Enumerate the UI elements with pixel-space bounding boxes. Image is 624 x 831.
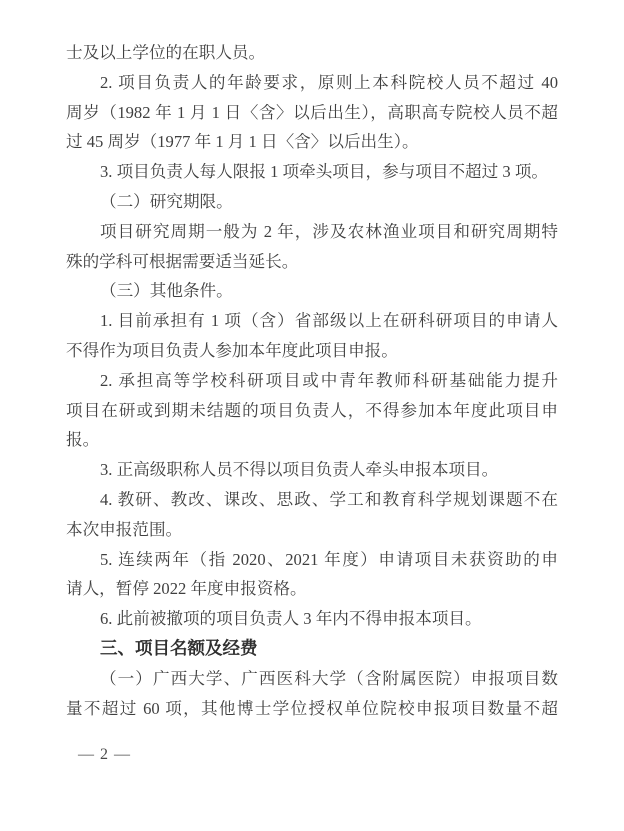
text-line: 项目研究周期一般为 2 年，涉及农林渔业项目和研究周期特: [100, 221, 558, 241]
text-line: 量不超过 60 项，其他博士学位授权单位院校申报项目数量不超: [66, 698, 558, 718]
section-heading: 三、项目名额及经费: [100, 637, 258, 658]
text-line: 5. 连续两年（指 2020、2021 年度）申请项目未获资助的申: [100, 549, 558, 569]
text-line: 本次申报范围。: [66, 519, 183, 539]
text-line: 3. 项目负责人每人限报 1 项牵头项目，参与项目不超过 3 项。: [100, 162, 549, 182]
text-line: 项目在研或到期未结题的项目负责人，不得参加本年度此项目申: [66, 400, 558, 420]
text-line: 3. 正高级职称人员不得以项目负责人牵头申报本项目。: [100, 460, 499, 480]
text-line: （一）广西大学、广西医科大学（含附属医院）申报项目数: [100, 668, 558, 688]
text-line: 士及以上学位的在职人员。: [66, 43, 266, 62]
text-line: 2. 项目负责人的年龄要求，原则上本科院校人员不超过 40: [100, 72, 558, 92]
text-line: 不得作为项目负责人参加本年度此项目申报。: [66, 340, 398, 360]
text-line: 周岁（1982 年 1 月 1 日〈含〉以后出生），高职高专院校人员不超: [66, 102, 558, 122]
text-line: 2. 承担高等学校科研项目或中青年教师科研基础能力提升: [100, 370, 558, 390]
page-number: — 2 —: [78, 746, 131, 763]
text-line: 过 45 周岁（1977 年 1 月 1 日〈含〉以后出生）。: [66, 132, 419, 152]
sub-heading-line: （三）其他条件。: [100, 281, 233, 301]
sub-heading-line: （二）研究期限。: [100, 191, 233, 211]
text-line: 请人，暂停 2022 年度申报资格。: [66, 579, 307, 599]
text-line: 殊的学科可根据需要适当延长。: [66, 251, 299, 271]
text-line: 报。: [66, 430, 100, 450]
text-line: 6. 此前被撤项的项目负责人 3 年内不得申报本项目。: [100, 609, 482, 629]
text-line: 1. 目前承担有 1 项（含）省部级以上在研科研项目的申请人: [100, 311, 558, 331]
text-line: 4. 教研、教改、课改、思政、学工和教育科学规划课题不在: [100, 489, 558, 509]
